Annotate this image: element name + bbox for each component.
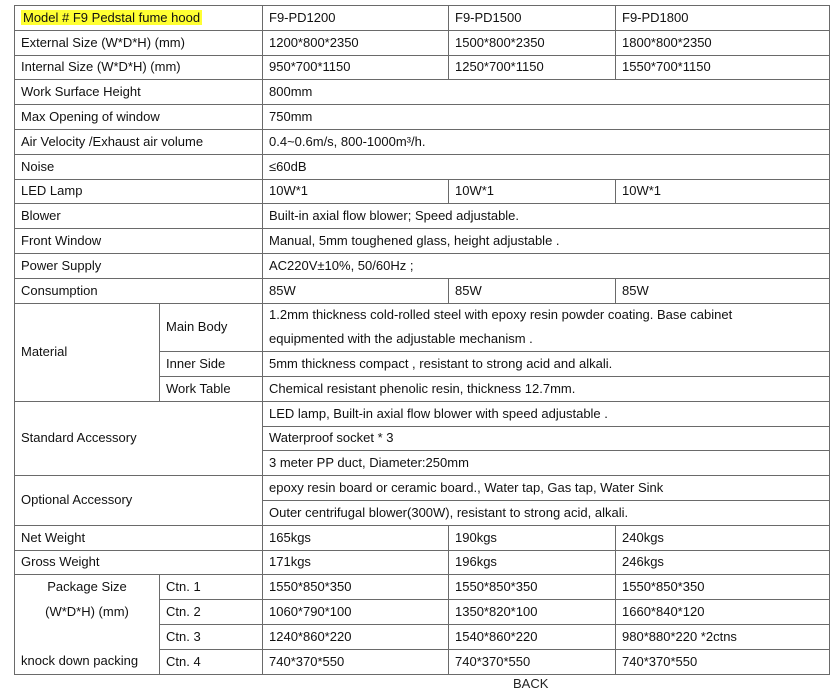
cell-value: AC220V±10%, 50/60Hz ; [263, 253, 830, 278]
cell-value: 246kgs [616, 550, 830, 575]
cell-value: 1200*800*2350 [263, 30, 449, 55]
inner-side-label: Inner Side [160, 352, 263, 377]
table-row [15, 80, 830, 105]
cell-value: 1550*850*350 [449, 575, 616, 600]
carton-name: Ctn. 4 [160, 649, 263, 674]
row-label: Net Weight [15, 525, 263, 550]
row-label: Consumption [15, 278, 263, 303]
model-3: F9-PD1800 [616, 6, 830, 31]
package-dims-label: (W*D*H) (mm) [15, 600, 160, 625]
cell-value: 1550*700*1150 [616, 55, 830, 80]
table-row [15, 624, 830, 649]
row-label: Noise [15, 154, 263, 179]
row-label: Work Surface Height [15, 80, 263, 105]
cell-value: 800mm [263, 80, 830, 105]
inner-side-value: 5mm thickness compact , resistant to strong acid and alkali. [263, 352, 830, 377]
work-table-value: Chemical resistant phenolic resin, thickness 12.7mm. [263, 376, 830, 401]
table-row [15, 30, 830, 55]
table-row [15, 253, 830, 278]
model-2: F9-PD1500 [449, 6, 616, 31]
cell-value: 165kgs [263, 525, 449, 550]
row-label: Power Supply [15, 253, 263, 278]
table-row [15, 105, 830, 130]
row-label: Air Velocity /Exhaust air volume [15, 129, 263, 154]
cell-value: 1660*840*120 [616, 600, 830, 625]
table-row [15, 278, 830, 303]
standard-accessory-item: Waterproof socket * 3 [263, 426, 830, 451]
package-spacer [15, 624, 160, 649]
main-body-line-1: 1.2mm thickness cold-rolled steel with epoxy resin powder coating. Base cabinet [263, 303, 830, 327]
cell-value: ≤60dB [263, 154, 830, 179]
row-label: External Size (W*D*H) (mm) [15, 30, 263, 55]
carton-name: Ctn. 1 [160, 575, 263, 600]
table-row [15, 55, 830, 80]
row-label: Front Window [15, 229, 263, 254]
cell-value: 85W [263, 278, 449, 303]
row-label: LED Lamp [15, 179, 263, 204]
header-row [15, 6, 830, 31]
carton-name: Ctn. 3 [160, 624, 263, 649]
table-row [15, 401, 830, 426]
package-size-label: Package Size [15, 575, 160, 600]
cell-value: 1800*800*2350 [616, 30, 830, 55]
cell-value: 190kgs [449, 525, 616, 550]
cell-value: 740*370*550 [263, 649, 449, 674]
cell-value: Manual, 5mm toughened glass, height adjustable . [263, 229, 830, 254]
table-row [15, 179, 830, 204]
cell-value: 740*370*550 [616, 649, 830, 674]
table-row [15, 600, 830, 625]
standard-accessory-item: 3 meter PP duct, Diameter:250mm [263, 451, 830, 476]
table-row [15, 525, 830, 550]
cell-value: 171kgs [263, 550, 449, 575]
cell-value: 1550*850*350 [616, 575, 830, 600]
cell-value: Built-in axial flow blower; Speed adjustable. [263, 204, 830, 229]
cell-value: 85W [616, 278, 830, 303]
spec-table [14, 5, 830, 675]
cell-value: 1550*850*350 [263, 575, 449, 600]
knock-down-label: knock down packing [15, 649, 160, 674]
cell-value: 740*370*550 [449, 649, 616, 674]
optional-accessory-item: Outer centrifugal blower(300W), resistant to strong acid, alkali. [263, 500, 830, 525]
table-row [15, 575, 830, 600]
cell-value: 196kgs [449, 550, 616, 575]
cell-value: 750mm [263, 105, 830, 130]
cell-value: 85W [449, 278, 616, 303]
table-row [15, 129, 830, 154]
cell-value: 1500*800*2350 [449, 30, 616, 55]
standard-accessory-label: Standard Accessory [15, 401, 263, 475]
cell-value: 1250*700*1150 [449, 55, 616, 80]
row-label: Max Opening of window [15, 105, 263, 130]
cell-value: 1060*790*100 [263, 600, 449, 625]
table-row [15, 476, 830, 501]
table-row [15, 303, 830, 327]
cell-value: 1350*820*100 [449, 600, 616, 625]
model-1: F9-PD1200 [263, 6, 449, 31]
carton-name: Ctn. 2 [160, 600, 263, 625]
cell-value: 1240*860*220 [263, 624, 449, 649]
main-body-label: Main Body [160, 303, 263, 352]
material-label: Material [15, 303, 160, 401]
cell-value: 10W*1 [616, 179, 830, 204]
cell-value: 10W*1 [449, 179, 616, 204]
model-label: Model # F9 Pedstal fume hood [23, 9, 201, 25]
cut-off-text: BACK [513, 676, 549, 691]
optional-accessory-label: Optional Accessory [15, 476, 263, 526]
table-row [15, 550, 830, 575]
table-row [15, 154, 830, 179]
table-row [15, 229, 830, 254]
cell-value: 1540*860*220 [449, 624, 616, 649]
standard-accessory-item: LED lamp, Built-in axial flow blower with speed adjustable . [263, 401, 830, 426]
cell-value: 950*700*1150 [263, 55, 449, 80]
optional-accessory-item: epoxy resin board or ceramic board., Water tap, Gas tap, Water Sink [263, 476, 830, 501]
cell-value: 980*880*220 *2ctns [616, 624, 830, 649]
cell-value: 0.4~0.6m/s, 800-1000m³/h. [263, 129, 830, 154]
model-label-cell [15, 6, 263, 31]
table-row [15, 649, 830, 674]
main-body-line-2: equipmented with the adjustable mechanism . [263, 327, 830, 351]
row-label: Internal Size (W*D*H) (mm) [15, 55, 263, 80]
work-table-label: Work Table [160, 376, 263, 401]
cell-value: 10W*1 [263, 179, 449, 204]
cell-value: 240kgs [616, 525, 830, 550]
table-row [15, 204, 830, 229]
row-label: Gross Weight [15, 550, 263, 575]
row-label: Blower [15, 204, 263, 229]
